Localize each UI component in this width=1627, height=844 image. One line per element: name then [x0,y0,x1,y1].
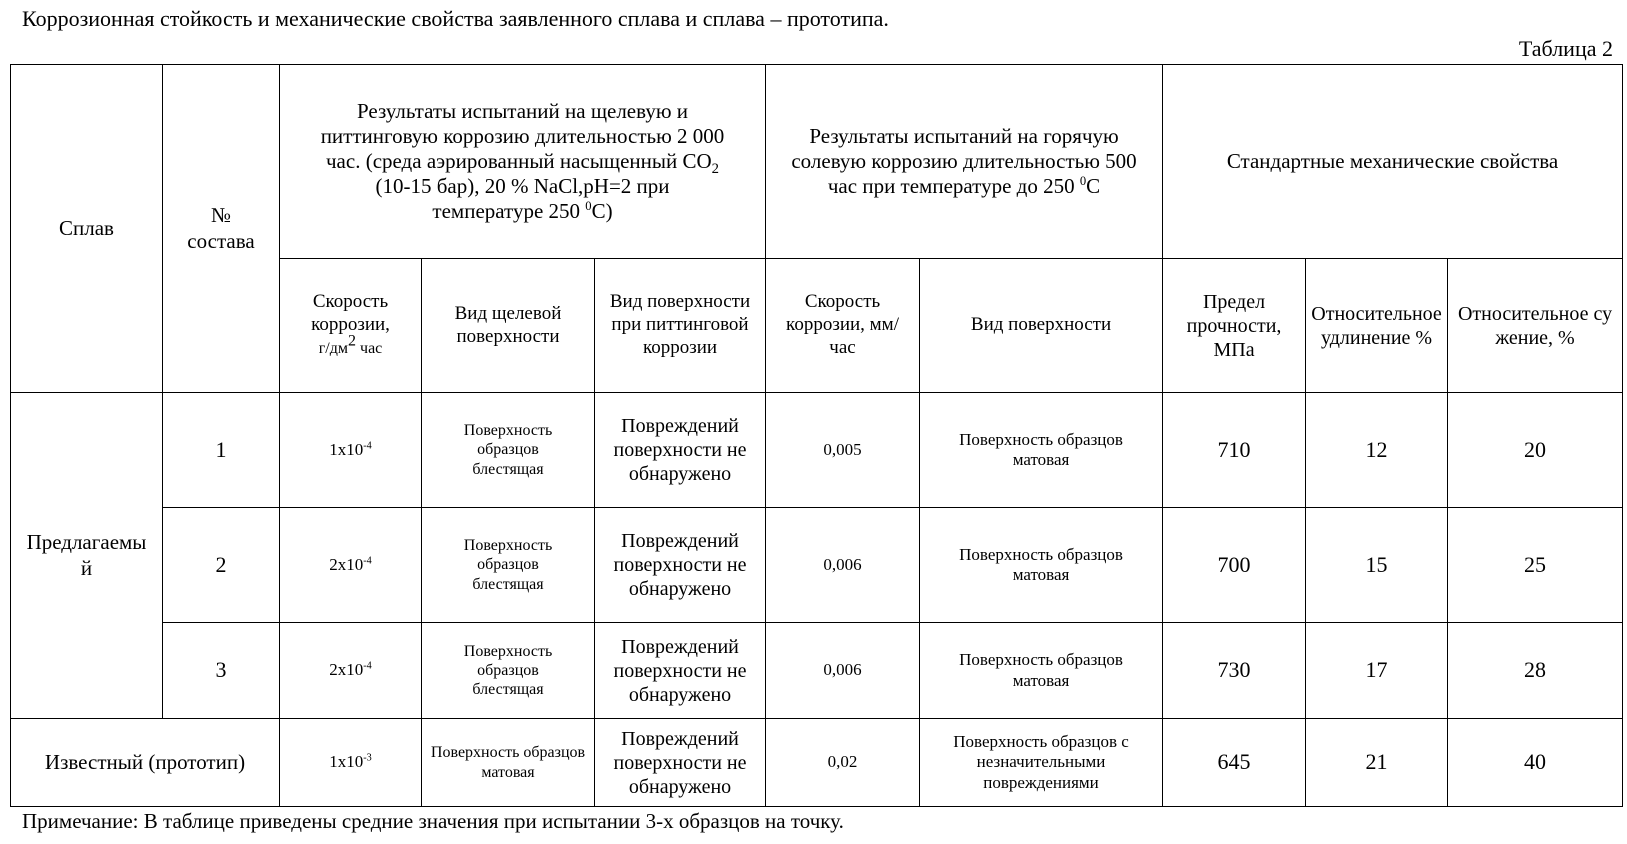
elongation-value: 17 [1306,623,1448,719]
corrosion-rate-mm-header: Скорость коррозии, мм/час [766,259,920,393]
mechanical-group-header: Стандартные механические свойства [1163,65,1623,259]
pitting-surface-value: Повреждений поверхности не обнаружено [595,719,766,807]
crevice-surface-value: Поверхность образцов блестящая [422,623,595,719]
composition-number: 1 [163,393,280,508]
table-note: Примечание: В таблице приведены средние значения при испытании 3-х образцов на точку. [22,809,844,833]
corrosion-rate-value: $1x10^{-4}$ [280,393,422,508]
salt-corrosion-group-header: Результаты испытаний на горячую солевую коррозию длительностью 500 час при температуре до 250 $^0$С [766,65,1163,259]
tensile-strength-header: Предел прочности, МПа [1163,259,1306,393]
composition-word: состава [187,228,255,253]
crevice-surface-value: Поверхность образцов матовая [422,719,595,807]
composition-number: 2 [163,508,280,623]
tensile-strength-value: 730 [1163,623,1306,719]
tensile-strength-value: 645 [1163,719,1306,807]
results-table [10,64,1623,807]
table-row-prototype [11,719,1623,807]
number-sign: № [210,203,232,228]
reduction-value: 28 [1448,623,1623,719]
composition-number: 3 [163,623,280,719]
table-caption: Коррозионная стойкость и механические свойства заявленного сплава и сплава – прототипа. [22,6,889,31]
table-row [11,393,1623,508]
surface-type-value: Поверхность образцов матовая [920,393,1163,508]
tensile-strength-value: 700 [1163,508,1306,623]
pitting-surface-header: Вид поверхности при питтинговой коррозии [595,259,766,393]
pitting-surface-value: Повреждений поверхности не обнаружено [595,393,766,508]
table-row [11,508,1623,623]
surface-type-header: Вид поверхности [920,259,1163,393]
elongation-value: 15 [1306,508,1448,623]
corrosion-rate-value: $2x10^{-4}$ [280,508,422,623]
table-row [11,623,1623,719]
corrosion-rate-value: $1x10^{-3}$ [280,719,422,807]
alloy-header: Сплав [11,65,163,393]
crevice-surface-header: Вид щелевой поверхности [422,259,595,393]
elongation-value: 21 [1306,719,1448,807]
tensile-strength-value: 710 [1163,393,1306,508]
pitting-surface-value: Повреждений поверхности не обнаружено [595,508,766,623]
surface-type-value: Поверхность образцов матовая [920,508,1163,623]
crevice-pitting-group-header: Результаты испытаний на щелевую и питтинговую коррозию длительностью 2 000 час. (среда аэрированный насыщенный $CO_2$ (10-15 бар), 20 % NaCl,pH=2 при температуре 250 $^0$C) [280,65,766,259]
corrosion-rate-mm-value: 0,006 [766,623,920,719]
header-row-groups [11,65,1623,259]
reduction-value: 20 [1448,393,1623,508]
elongation-header: Относительное удлинение % [1306,259,1448,393]
reduction-value: 40 [1448,719,1623,807]
corrosion-rate-mm-value: 0,005 [766,393,920,508]
corrosion-rate-header: Скорость коррозии, $г/дм^2$ час [280,259,422,393]
corrosion-rate-mm-value: 0,02 [766,719,920,807]
prototype-alloy-label: Известный (прототип) [11,719,280,807]
pitting-surface-value: Повреждений поверхности не обнаружено [595,623,766,719]
proposed-alloy-label: Предлагаемый [11,393,163,719]
crevice-surface-value: Поверхность образцов блестящая [422,393,595,508]
elongation-value: 12 [1306,393,1448,508]
reduction-value: 25 [1448,508,1623,623]
surface-type-value: Поверхность образцов с незначительными повреждениями [920,719,1163,807]
composition-header [163,65,280,393]
corrosion-rate-value: $2x10^{-4}$ [280,623,422,719]
corrosion-rate-mm-value: 0,006 [766,508,920,623]
reduction-header: Относительное сужение, % [1448,259,1623,393]
crevice-surface-value: Поверхность образцов блестящая [422,508,595,623]
surface-type-value: Поверхность образцов матовая [920,623,1163,719]
table-number: Таблица 2 [1518,36,1613,61]
